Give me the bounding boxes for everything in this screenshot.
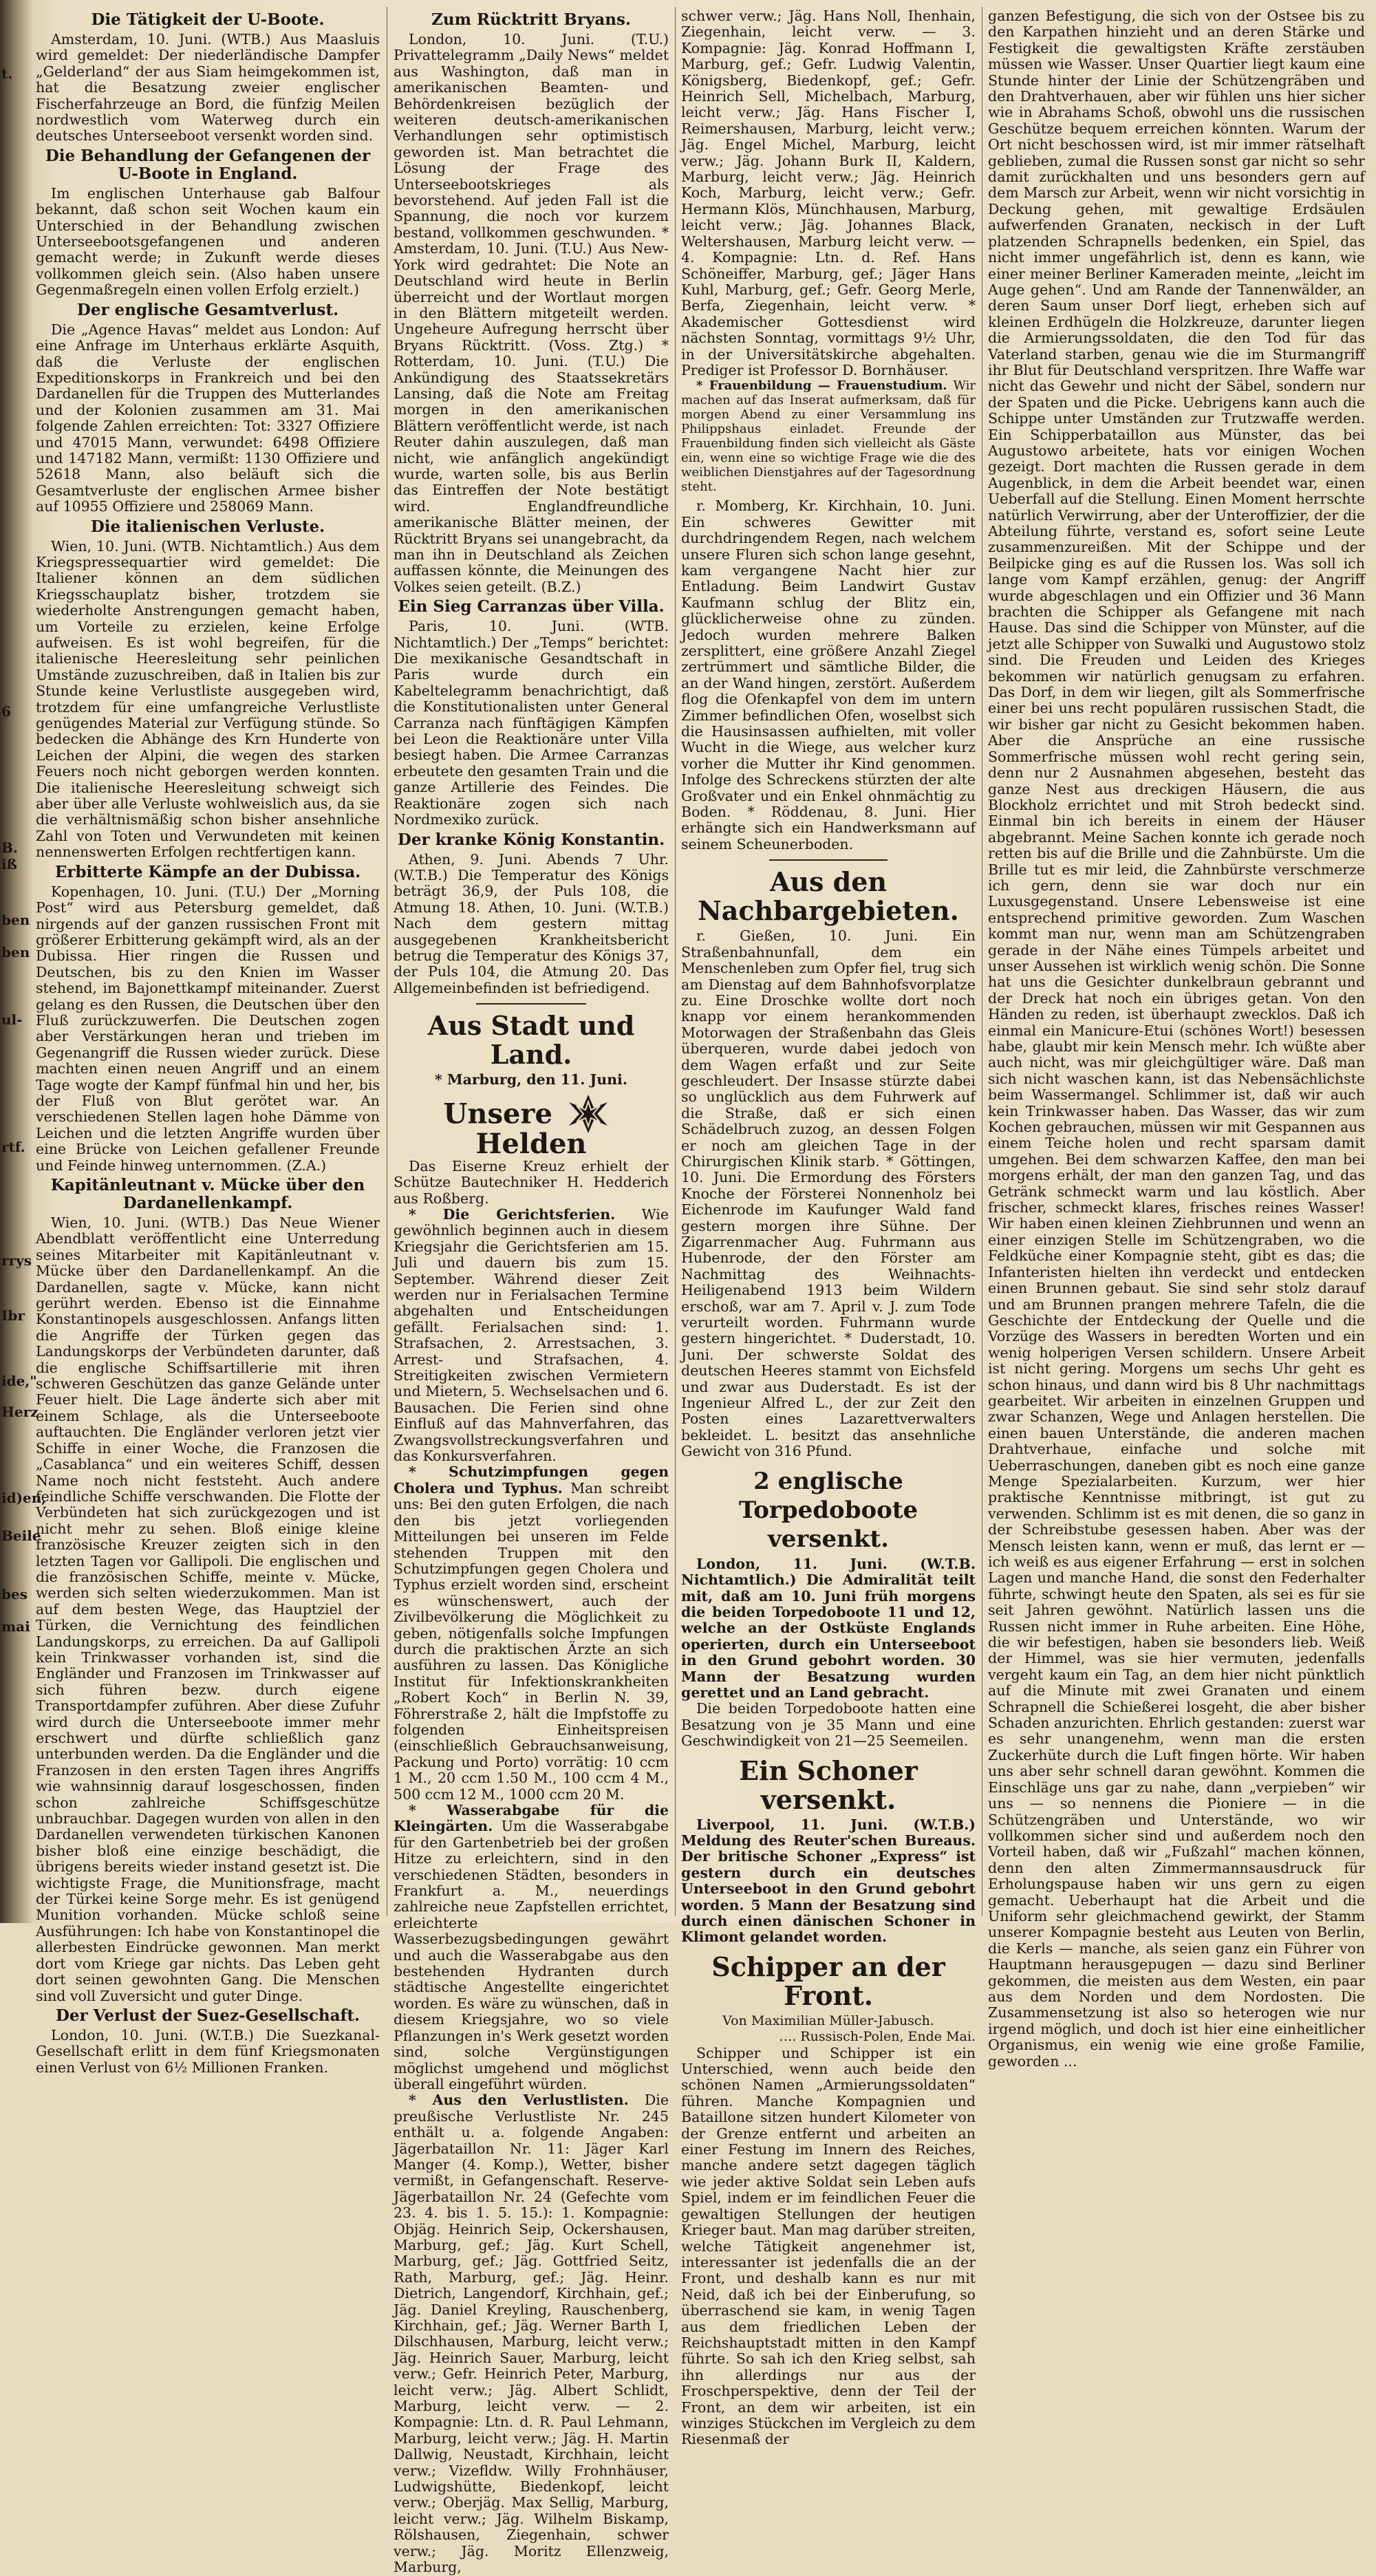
column-rule	[675, 7, 676, 1916]
lead-verlustlisten: * Aus den Verlustlisten.	[409, 2092, 629, 2109]
gutter-fragment: t.	[1, 65, 13, 82]
article-wasserabgabe	[394, 1803, 669, 2092]
text-gerichtsferien: Wie gewöhnlich beginnen auch in diesem Kriegsjahr die Gerichtsferien am 15. Juli und dauern bis zum 15. September. Während dieser Zeit werden nur in Ferialsachen Termine abgehalten und Entscheidungen gefällt. Ferialsachen sind: 1. Strafsachen, 2. Arrestsachen, 3. Arrest- und Strafsachen, 4. Streitigkeiten zwischen Vermietern und Mietern, 5. Wechselsachen und 6. Bausachen. Die Ferien sind ohne Einfluß auf das Mahnverfahren, das Zwangsvollstreckungsverfahren und das Konkursverfahren.	[394, 1205, 669, 1465]
byline-schipper: Von Maximilian Müller-Jabusch.	[722, 2012, 934, 2028]
column-2	[394, 8, 669, 2576]
lead-schutzimpfungen: * Schutzimpfungen gegen Cholera und Typhus.	[394, 1463, 669, 1496]
headline-suez: Der Verlust der Suez-Gesellschaft.	[55, 2006, 361, 2025]
gutter-fragment: rrys	[1, 1252, 32, 1269]
headline-dubissa: Erbitterte Kämpfe an der Dubissa.	[54, 862, 361, 881]
headline-carranza: Ein Sieg Carranzas über Villa.	[398, 597, 665, 616]
heroes-title	[394, 1093, 669, 1160]
lead-frauenbildung: * Frauenbildung — Frauenstudium.	[696, 378, 947, 394]
text-schutzimpfungen: Man schreibt uns: Bei den guten Erfolgen, die nach den bis jetzt vorliegenden Mitteilungen bei unseren im Felde stehenden Truppen mit den Schutzimpfungen gegen Cholera und Typhus erzielt worden sind, erscheint es wünschenswert, auch der Zivilbevölkerung die Möglichkeit zu geben, nötigenfalls solche Impfungen durch die praktischen Ärzte an sich ausführen zu lassen. Das Königliche Institut für Infektionskrankheiten „Robert Koch“ in Berlin N. 39, Föhrerstraße 2, hält die Impfstoffe zu folgenden Einheitspreisen (einschließlich Gebrauchsanweisung, Packung und Porto) vorrätig: 10 ccm 1 M., 20 ccm 1.50 M., 100 ccm 4 M., 500 ccm 12 M., 1000 ccm 20 M.	[394, 1479, 669, 1803]
headline-schipper: Schipper an der Front.	[711, 1951, 945, 2011]
gutter-fragment: Herz	[1, 1404, 39, 1420]
text-frauenbildung: Wir machen auf das Inserat aufmerksam, daß für morgen Abend zu einer Versammlung ins Philippshaus einladet. Freunde der Frauenbildung finden sich vielleicht als Gäste ein, wenn eine so wichtige Frage wie die des weiblichen Dienstjahres auf der Tagesordnung steht.	[681, 378, 976, 495]
gutter-fragment: id)en,	[1, 1490, 47, 1506]
headline-italienische-verluste: Die italienischen Verluste.	[90, 517, 325, 536]
article-momberg: r. Momberg, Kr. Kirchhain, 10. Juni. Ein schweres Gewitter mit durchdringendem Regen, nach welchem unsere Fluren sich schon lange gesehnt, kam vergangene Nacht hier zur Entladung. Beim Landwirt Gustav Kaufmann schlug der Blitz ein, glücklicherweise ohne zu zünden. Jedoch wurden mehrere Balken zersplittert, eine größere Anzahl Ziegel zertrümmert und sämtliche Bilder, die an der Wand hingen, zerstört. Außerdem flog die Ofenkapfel von dem im untern Zimmer befindlichen Ofen, woselbst sich die Hausinsassen aufhielten, mit voller Wucht in die Wiege, aus welcher kurz vorher die Mutter ihr Kind genommen. Infolge des Schreckens stürzten der alte Großvater und ein Enkel ohnmächtig zu Boden. * Röddenau, 8. Juni. Hier erhängte sich ein Handwerksmann auf seinem Scheunerboden.	[681, 497, 976, 852]
binding-gutter	[0, 0, 47, 1923]
column-4	[988, 8, 1365, 2070]
article-dubissa: Kopenhagen, 10. Juni. (T.U.) Der „Morning Post“ wird aus Petersburg gemeldet, daß nirgends auf der ganzen russischen Front mit größerer Erbitterung gekämpft wird, als an der Dubissa. Hier ringen die Russen und Deutschen, bis zu den Knien im Wasser stehend, im Bajonettkampf miteinander. Zuerst gelang es den Russen, die Deutschen über den Fluß zurückzuwerfen. Die Deutschen zogen aber Verstärkungen heran und trieben im Gegenangriff die Russen wieder zurück. Diese machten einen neuen Angriff und an einem Tage wogte der Kampf fünfmal hin und her, bis der Fluß von Blut gerötet war. An verschiedenen Stellen lagen hohe Dämme von Leichen und die letzten Angriffe wurden über eine Brücke von Leichen gefallener Freunde und Feinde hinweg unternommen. (Z.A.)	[36, 883, 380, 1174]
section-title-stadt-land: Aus Stadt und Land.	[427, 1010, 635, 1071]
article-bryan: London, 10. Juni. (T.U.) Privattelegramm „Daily News“ meldet aus Washington, daß man in amerikanischen Beamten- und Behördenkreisen bezüglich der weiteren deutsch-amerikanischen Verhandlungen sehr optimistisch geworden ist. Man betrachtet die Lösung der Frage des Unterseebootskrieges als bevorstehend. Auf jeden Fall ist die Spannung, die noch vor kurzem bestand, vollkommen geschwunden. * Amsterdam, 10. Juni. (T.U.) Aus New-York wird gedrahtet: Die Note an Deutschland wird heute in Berlin überreicht und der Wortlaut morgen in den Blättern mitgeteilt werden. Ungeheure Aufregung herrscht über Bryans Rücktritt. (Voss. Ztg.) * Rotterdam, 10. Juni. (T.U.) Die Ankündigung des Staatssekretärs Lansing, daß die Note am Freitag morgen in den amerikanischen Blättern veröffentlicht werde, ist nach Reuter dahin auszulegen, daß man nicht, wie anfänglich angekündigt wurde, warten solle, bis aus Berlin das Eintreffen der Note bestätigt wird. Englandfreundliche amerikanische Blätter meinen, der Rücktritt Bryans sei unangebracht, da man ihn in Deutschland als Zeichen auffassen könnte, die Meinungen des Volkes seien geteilt. (B.Z.)	[394, 31, 669, 595]
headline-gefangene: Die Behandlung der Gefangenen der U-Boote in England.	[45, 146, 371, 183]
article-schutzimpfungen	[394, 1464, 669, 1803]
gutter-fragment: iß	[1, 856, 17, 872]
column-1	[36, 8, 380, 2076]
headline-schoner: Ein Schoner versenkt.	[739, 1754, 918, 1815]
article-schoner: Liverpool, 11. Juni. (W.T.B.) Meldung des Reuter'schen Bureaus. Der britische Schoner „Express“ ist gestern durch ein deutsches Unterseeboot in den Grund gebohrt worden. 5 Mann der Besatzung sind durch einen dänischen Schoner in Klimont gelandet worden.	[681, 1816, 976, 1946]
article-frauenbildung	[681, 378, 976, 494]
article-konstantin: Athen, 9. Juni. Abends 7 Uhr. (W.T.B.) Die Temperatur des Königs beträgt 36,9, der Puls 108, die Atmung 18. Athen, 10. Juni. (W.T.B.) Nach dem gestern mittag ausgegebenen Krankheitsbericht betrug die Temperatur des Königs 37, der Puls 104, die Atmung 20. Das Allgemeinbefinden ist befriedigend.	[394, 850, 669, 996]
text-wasserabgabe: Um die Wasserabgabe für den Gartenbetrieb bei der großen Hitze zu erleichtern, sind in den verschiedenen Städten, besonders in Frankfurt a. M., neuerdings zahlreiche neue Zapfstellen errichtet, erleichterte Wasserbezugsbedingungen gewährt und auch die Wasserabgabe aus den bestehenden Hydranten durch städtische Angestellte eingerichtet worden. Es wäre zu wünschen, daß in diesem Kriegsjahre, wo so viele Pflanzungen in's Werk gesetzt worden sind, solche Vergünstigungen möglichst umgehend und möglichst überall eingeführt würden.	[394, 1818, 669, 2092]
headline-bryan: Zum Rücktritt Bryans.	[431, 10, 631, 29]
section-divider	[769, 859, 887, 861]
gutter-fragment: ben	[1, 944, 30, 960]
article-carranza: Paris, 10. Juni. (WTB. Nichtamtlich.) Der „Temps“ berichtet: Die mexikanische Gesandtschaft in Paris wurde durch ein Kabeltelegramm benachrichtigt, daß die Konstitutionalisten unter General Carranza nach fünftägigen Kämpfen bei Leon die Reaktionäre unter Villa besiegt haben. Die Armee Carranzas erbeutete den gesamten Train und die ganze Artillerie des Feindes. Die Reaktionäre zogen sich nach Nordmexiko zurück.	[394, 618, 669, 828]
gutter-fragment: ul-	[1, 1011, 23, 1028]
article-torpedoboote-2: Die beiden Torpedoboote hatten eine Besatzung von je 35 Mann und eine Geschwindigkeit von 21—25 Seemeilen.	[681, 1700, 976, 1750]
article-torpedoboote: London, 11. Juni. (W.T.B. Nichtamtlich.) Die Admiralität teilt mit, daß am 10. Juni früh morgens die beiden Torpedoboote 11 und 12, welche an der Ostküste Englands operierten, durch ein Unterseeboot in den Grund gebohrt worden. 30 Mann der Besatzung wurden gerettet und an Land gebracht.	[681, 1555, 976, 1701]
gutter-fragment: Beile	[1, 1527, 41, 1544]
headline-konstantin: Der kranke König Konstantin.	[397, 830, 665, 849]
gutter-fragment: 6	[1, 703, 11, 720]
text-verlustlisten: Die preußische Verlustliste Nr. 245 enthält u. a. folgende Angaben: Jägerbataillon Nr. 11: Jäger Karl Manger (4. Komp.), Wetter, bisher vermißt, in Gefangenschaft. Reserve-Jägerbataillon Nr. 24 (Gefechte vom 23. 4. bis 1. 5. 15.): 1. Kompagnie: Objäg. Heinrich Seip, Ockershausen, Marburg, gef.; Jäg. Kurt Schell, Marburg, gef.; Jäg. Gottfried Seitz, Rath, Marburg, gef.; Jäg. Heinr. Dietrich, Langendorf, Kirchhain, gef.; Jäg. Daniel Kreyling, Rauschenberg, Kirchhain, gef.; Jäg. Werner Barth I, Dilschhausen, Marburg, leicht verw.; Jäg. Heinrich Sauer, Marburg, leicht verw.; Gefr. Heinrich Peter, Marburg, leicht verw.; Jäg. Albert Schlidt, Marburg, leicht verw. — 2. Kompagnie: Ltn. d. R. Paul Lehmann, Marburg, leicht verw.; Jäg. H. Martin Dallwig, Neustadt, Kirchhain, leicht verw.; Vizefldw. Willy Frohnhäuser, Ludwigshütte, Biedenkopf, leicht verw.; Oberjäg. Max Sellig, Marburg, leicht verw.; Jäg. Wilhelm Biskamp, Rölshausen, Ziegenhain, schwer verw.; Jäg. Moritz Ellenzweig, Marburg,	[394, 2092, 669, 2576]
column-3	[681, 8, 976, 2448]
dateline-marburg: * Marburg, den 11. Juni.	[435, 1071, 627, 1088]
gutter-fragment: mai	[1, 1618, 30, 1635]
headline-uboote: Die Tätigkeit der U-Boote.	[91, 10, 325, 29]
article-uboote: Amsterdam, 10. Juni. (WTB.) Aus Maasluis wird gemeldet: Der niederländische Dampfer „Gelderland“ der aus Siam heimgekommen ist, hat die Besatzung zweier englischer Fischerfahrzeuge an Bord, die fünfzig Meilen nordwestlich vom Waterweg durch ein deutsches Unterseeboot versenkt worden sind.	[36, 31, 380, 144]
gutter-fragment: bes	[1, 1586, 28, 1602]
article-schipper-cont: ganzen Befestigung, die sich von der Ostsee bis zu den Karpathen hinzieht und an deren Stärke und Festigkeit die gewaltigsten Kräfte zerstäuben müssen wie Wasser. Unser Quartier liegt kaum eine Stunde hinter der Linie der Schützengräben und den Drahtverhauen, aber wir fühlen uns hier sicher wie in Abrahams Schoß, obwohl uns die russischen Geschütze bequem erreichen könnten. Warum der Ort nicht beschossen wird, ist mir immer rätselhaft geblieben, zumal die Russen sonst gar nicht so sehr damit zurückhalten und uns besonders gern auf dem Marsch zur Arbeit, wenn wir nicht vorsichtig in Deckung gehen, mit gewaltige Erdsäulen aufwerfenden Granaten, neckisch in der Luft platzenden Schrapnells bedenken, ein Spiel, das nicht immer ungefährlich ist, denn es kann, wie einer meiner Berliner Kameraden meinte, „leicht im Auge gehen“. Und am Rande der Tannenwälder, an deren Saum unser Dorf liegt, erheben sich auf kleinen Erdhügeln die Holzkreuze, darunter liegen die Armierungssoldaten, die den Tod für das Vaterland starben, genau wie die im Sturmangriff ihr Blut für Deutschland verspritzen. Ihre Waffe war nicht das Gewehr und nicht der Säbel, sondern nur der Spaten und die Picke. Uebrigens kann auch die Schippe unter Umständen zur Trutzwaffe werden. Ein Schipperbataillon aus Münster, das bei Augustowo arbeitete, hats vor einigen Wochen gezeigt. Dort machten die Russen gerade in dem Augenblick, in dem die Arbeit beendet war, einen Ueberfall auf die Stellung. Einen Moment herrschte natürlich Verwirrung, aber der Unteroffizier, der die Abteilung führte, verstand es, sofort seine Leute zusammenzureißen. Mit der Schippe und der Beilpicke ging es auf die Russen los. Was soll ich lange vom Kampf erzählen, genug: der Angriff wurde abgeschlagen und ein Offizier und 36 Mann brachten die Schipper als Gefangene mit nach Hause. Das sind die Schipper von Münster, auf die jetzt alle Schipper von Suwalki und Augustowo stolz sind. Die Freuden und Leiden des Krieges bekommen wir natürlich genugsam zu erfahren. Das Dorf, in dem wir liegen, gilt als Sommerfrische einer bei uns recht populären russischen Stadt, die wir bisher gar nicht zu Gesicht bekommen haben. Aber die Ansprüche an eine russische Sommerfrische müssen wohl recht gering sein, denn nur 2 Ausnahmen abgesehen, besteht das ganze Nest aus dreckigen Häusern, die aus Blockholz errichtet und mit Stroh bedeckt sind. Einmal bin ich bereits in einem der Häuser abgebrannt. Meine Sachen konnte ich gerade noch retten bis auf die Brille und die Zahnbürste. Um die Brille tut es mir leid, die Zahnbürste verschmerze ich gern, denn sie war doch nur ein Luxusgegenstand. Unsere Lebensweise ist eine entsprechend primitive geworden. Zum Waschen kommt man nur, wenn man am Schützengraben gerade in der Nähe eines Tümpels arbeitet und unser Aussehen ist wirklich wenig schön. Die Sonne hat uns die Gesichter dunkelbraun gebrannt und der Dreck hat noch ein übriges getan. Von den Händen zu reden, ist überhaupt zwecklos. Daß ich einmal ein Manicure-Etui (schönes Wort!) besessen habe, glaubt mir kein Mensch mehr. Ich wüßte aber auch nicht, was mir gleichgültiger wäre. Daß man sich nicht waschen kann, ist das Nebensächlichste beim Wassermangel. Schlimmer ist, daß wir auch kein Trinkwasser haben. Das Wasser, das wir zum Kochen gebrauchen, müssen wir mit Gespannen aus einem Teiche holen und recht sparsam damit umgehen. Bei dem schwarzen Kaffee, den man bei morgens erhält, der man den ganzen Tag, und das Getränk schmeckt warm und lau köstlich. Aber frischer, schmeckt klares, frisches reines Wasser! Wir haben einen kleinen Ziehbrunnen und wenn an einer einzigen Stelle im Schützengraben, wo die Feldküche einer Kompagnie steht, gibt es das; die Infanteristen hielten ihn verdeckt und entdecken einen Brunnen gebaut. Sie sind sehr stolz darauf und am Brunnen prangen mehrere Tafeln, die die Geschichte der Entdeckung der Quelle und die Vorzüge des Wassers in beredten Worten und ein wenig holperigen Versen schildern. Unsere Arbeit ist nicht gering. Morgens um sechs Uhr geht es schon hinaus, und dann wird bis 8 Uhr nachmittags gearbeitet. Wir arbeiten in einzelnen Gruppen und zwar Schanzen, Wege und Anlagen herstellen. Die einen bauen Unterstände, die anderen machen Drahtverhaue, einfache und solche mit Ueberraschungen, daneben gibt es noch eine ganze Menge Spezialarbeiten. Kurzum, wer hier praktische Kenntnisse mitbringt, ist gut zu verwenden. Schlimm ist es mit denen, die so ganz in der Schreibstube gesessen haben. Aber was der Mensch leisten kann, wenn er muß, das lernt er — ich weiß es aus eigener Erfahrung — erst in solchen Lagen und manche Hand, die sonst den Federhalter führte, schwingt heute den Spaten, als sei es für sie seit Jahren gewöhnt. Natürlich lassen uns die Russen nicht immer in Ruhe arbeiten. Eine Höhe, die wir befestigen, haben sie besonders lieb. Weiß der Himmel, was sie hier vermuten, jedenfalls vergeht kaum ein Tag, an dem hier nicht pünktlich auf die Minute mit zwei Granaten und einem Schrapnell die Schießerei losgeht, die aber bisher Schaden anzurichten. Ehrlich gestanden: zuerst war es sehr unangenehm, wenn man die ersten Zuckerhüte durch die Luft fingen hörte. Wir haben uns aber sehr schnell daran gewöhnt. Kommen die Einschläge uns gar zu nahe, dann „verpieben“ wir uns — so nennens die Pioniere — in die Schützengräben und Unterstände, wo wir vollkommen sicher sind und außerdem noch den Vorteil haben, daß wir „Fußzahl“ machen können, denn den alten Zimmermannsausdruck für Erholungspause haben wir uns gern zu eigen gemacht. Ueberhaupt hat die Arbeit und die Uniform sehr gleichmachend gewirkt, der Stamm unserer Kompagnie besteht aus Leuten von Berlin, die Kerls — manche, als seien ganz ein Führer von Hauptmann herausgepugen — dazu sind Berliner gekommen, die meisten aus dem Westen, ein paar aus dem Norden und dem Nordosten. Die Zusammensetzung ist also so heterogen wie nur irgend möglich, und doch ist hier eine einheitlicher Organismus, ein wenig wie eine große Familie, geworden ...	[988, 8, 1365, 2070]
article-nachbargebiete: r. Gießen, 10. Juni. Ein Straßenbahnunfall, dem ein Menschenleben zum Opfer fiel, trug sich am Dienstag auf dem Bahnhofsvorplatze zu. Eine Droschke wollte dort noch knapp vor einem herankommenden Motorwagen der Straßenbahn das Gleis überqueren, wurde dabei jedoch von dem Wagen erfaßt und zur Seite geschleudert. Der Insasse stürzte dabei so unglücklich aus dem Fuhrwerk auf die Straße, daß er sich einen Schädelbruch zuzog, an dessen Folgen er noch am gleichen Tage in der Chirurgischen Klinik starb. * Göttingen, 10. Juni. Die Ermordung des Försters Knoche der Försterei Nonnenholz bei Eichenrode im Kaufunger Wald fand gestern morgen ihre Sühne. Der Zigarrenmacher Aug. Fuhrmann aus Hubenrode, der den Förster am Nachmittag des Weihnachts-Heiligenabend 1913 beim Wildern erschoß, war am 7. April v. J. zum Tode verurteilt worden. Fuhrmann wurde gestern hingerichtet. * Duderstadt, 10. Juni. Der schwerste Soldat des deutschen Heeres stammt von Eichsfeld und zwar aus Duderstadt. Es ist der Ingenieur Alfred L., der zur Zeit den Posten eines Lazarettverwalters bekleidet. L. besitzt das ansehnliche Gewicht von 316 Pfund.	[681, 927, 976, 1460]
article-schipper: Schipper und Schipper ist ein Unterschied, wenn auch beide den schönen Namen „Armierungssoldaten“ führen. Manche Kompagnien und Bataillone sitzen hundert Kilometer von der Grenze entfernt und arbeiten an einer Festung im Innern des Reiches, manche andere setzt dagegen täglich wie jeder aktive Soldat sein Leben aufs Spiel, indem er im feindlichen Feuer die gewaltigen Stellungen der heutigen Krieger baut. Man mag darüber streiten, welche Tätigkeit angenehmer ist, interessanter ist jedenfalls die an der Front, und deshalb kann es nur mit Neid, daß ich bei der Einberufung, so überraschend sie kam, in wenig Tagen aus dem friedlichen Leben der Reichshauptstadt mitten in den Kampf führte. So sah ich den Krieg selbst, sah ihn allerdings nur aus der Froschperspektive, denn der Teil der Front, an dem wir arbeiten, ist ein winziges Stückchen im Vergleich zu dem Riesenmaß der	[681, 2044, 976, 2448]
gutter-fragment: ben	[1, 912, 30, 928]
lead-gerichtsferien: * Die Gerichtsferien.	[409, 1205, 616, 1223]
article-gefangene: Im englischen Unterhause gab Balfour bekannt, daß schon seit Wochen kaum ein Unterschied in der Behandlung zwischen Unterseebootsgefangenen und anderen gemacht werde; in Zukunft werde dieses vollkommen gleich sein. (Also haben unsere Gegenmaßregeln einen vollen Erfolg erzielt.)	[36, 184, 380, 299]
article-muecke: Wien, 10. Juni. (WTB.) Das Neue Wiener Abendblatt veröffentlicht eine Unterredung seines Mitarbeiter mit Kapitänleutnant v. Mücke über den Dardanellenkampf. An die Dardanellen, sagte v. Mücke, kann nicht gerührt werden. Ebenso ist die Einnahme Konstantinopels ausgeschlossen. Anfangs litten die Angriffe der Türken gegen das Landungskorps der Verbündeten darunter, daß die englische Schiffsartillerie mit ihren schweren Geschützen das ganze Gelände unter Feuer hielt. Die Lage änderte sich aber mit einem Schlage, als die Unterseeboote auftauchten. Die Engländer verloren jetzt vier Schiffe in einer Woche, die Franzosen die „Casablanca“ und ein weiteres Schiff, dessen Name noch nicht feststeht. Auch andere feindliche Schiffe verschwanden. Die Flotte der Verbündeten hat sich zurückgezogen und ist nicht mehr zu sehen. Bloß einige kleine französische Kreuzer zeigten sich in den letzten Tagen vor Gallipoli. Die englischen und die französischen Schiffe, meinte v. Mücke, werden sich selten wiederzukommen. Man ist auf dem besten Wege, das Hauptziel der Türken, die Vernichtung des feindlichen Landungskorps, zu erreichen. Da auf Gallipoli kein Trinkwasser vorhanden ist, sind die Engländer und Franzosen im Trinkwasser auf sich führen bezw. durch eigene Transportdampfer zuführen. Aber diese Zufuhr wird durch die Unterseeboote immer mehr erschwert und dürfte schließlich ganz unterbunden werden. Da die Engländer und die Franzosen in den ersten Tagen ihres Angriffs wie wahnsinnig darauf losgeschossen, finden schon zahlreiche Schiffsgeschütze unbrauchbar. Dagegen wurden von allen in den Dardanellen verwendeten türkischen Kanonen bisher bloß eine einzige beschädigt, die übrigens bereits wieder instand gesetzt ist. Die wichtigste Frage, die Munitionsfrage, macht der Türkei keine Sorge mehr. Es ist genügend Munition vorhanden. Mücke schloß seine Ausführungen: Ich habe von Konstantinopel die allerbesten Eindrücke gewonnen. Man merkt dort vom Kriege gar nichts. Das Leben geht dort seinen gewohnten Gang. Die Menschen sind voll Zuversicht und guter Dinge.	[36, 1214, 380, 2004]
place-schipper: …. Russisch-Polen, Ende Mai.	[779, 2029, 976, 2045]
article-italienische-verluste: Wien, 10. Juni. (WTB. Nichtamtlich.) Aus dem Kriegspressequartier wird gemeldet: Die Italiener können an dem südlichen Kriegsschauplatz bisher, trotzdem sie wiederholte Anstrengungen gemacht haben, um Vorteile zu erzielen, keine Erfolge aufweisen. Es ist wohl begreifen, für die italienische Heeresleitung sehr peinlichen Umstände zuzuschreiben, daß in Italien bis zur Stunde keine Verlustliste ausgegeben wird, trotzdem für eine umfangreiche Verlustliste genügendes Material zur Verfügung stünde. So bedecken die Abhänge des Krn Hunderte von Leichen der Alpini, die wegen des starken Feuers noch nicht geborgen werden konnten. Die italienische Heeresleitung schweigt sich aber über alle Verluste wohlweislich aus, da sie die verhältnismäßig schon bisher ansehnliche Zahl von Toten und Verwundeten mit keinen nennenswerten Erfolgen rechtfertigen kann.	[36, 537, 380, 861]
heroes-title-right: Helden	[475, 1127, 587, 1160]
headline-muecke: Kapitänleutnant v. Mücke über den Dardanellenkampf.	[50, 1176, 365, 1212]
section-divider	[476, 1003, 586, 1005]
headline-torpedoboote: 2 englische Torpedoboote versenkt.	[738, 1467, 918, 1553]
gutter-fragment: B.	[1, 839, 18, 856]
gutter-fragment: rtf.	[1, 1139, 25, 1155]
article-gesamtverlust: Die „Agence Havas“ meldet aus London: Auf eine Anfrage im Unterhaus erklärte Asquith, daß die Verluste der englischen Expeditionskorps in Frankreich und bei den Dardanellen für die Truppen des Mutterlandes und der Kolonien zusammen am 31. Mai folgende Zahlen erreichten: Tot: 3327 Offiziere und 47015 Mann, verwundet: 6498 Offiziere und 147182 Mann, vermißt: 1130 Offiziere und 52618 Mann, also beläuft sich die Gesamtverluste der englischen Armee bisher auf 10955 Offiziere und 258069 Mann.	[36, 321, 380, 515]
article-verlustlisten-cont: schwer verw.; Jäg. Hans Noll, Ihenhain, Ziegenhain, leicht verw. — 3. Kompagnie: Jäg. Konrad Hoffmann I, Marburg, gef.; Gefr. Ludwig Valentin, Königsberg, Biedenkopf, gef.; Gefr. Heinrich Sell, Michelbach, Marburg, leicht verw.; Jäg. Hans Fischer I, Reimershausen, Marburg, leicht verw.; Jäg. Engel Michel, Marburg, leicht verw.; Jäg. Johann Burk II, Kaldern, Marburg, leicht verw.; Jäg. Heinrich Koch, Marburg, leicht verw.; Gefr. Hermann Klös, Münchhausen, Marburg, leicht verw.; Jäg. Johannes Black, Weltershausen, Marburg leicht verw. — 4. Kompagnie: Ltn. d. Ref. Hans Schöneiffer, Marburg, gef.; Jäger Hans Kuhl, Marburg, gef.; Gefr. Georg Merle, Berfa, Ziegenhain, leicht verw. * Akademischer Gottesdienst wird nächsten Sonntag, vormittags 9½ Uhr, in der Universitätskirche abgehalten. Prediger ist Professor D. Bornhäuser.	[681, 8, 976, 378]
gutter-fragment: ide,"	[1, 1373, 37, 1389]
article-gerichtsferien	[394, 1207, 669, 1465]
article-heroes: Das Eiserne Kreuz erhielt der Schütze Bautechniker H. Hedderich aus Roßberg.	[394, 1157, 669, 1207]
article-suez: London, 10. Juni. (W.T.B.) Die Suezkanal-Gesellschaft erlitt in dem fünf Kriegsmonaten einen Verlust von 6½ Millionen Franken.	[36, 2026, 380, 2076]
headline-gesamtverlust: Der englische Gesamtverlust.	[76, 300, 339, 319]
section-title-nachbargebiete: Aus den Nachbargebieten.	[698, 866, 959, 927]
heroes-title-left: Unsere	[443, 1097, 552, 1130]
lead-wasserabgabe: * Wasserabgabe für die Kleingärten.	[394, 1802, 669, 1835]
article-verlustlisten	[394, 2092, 669, 2575]
gutter-fragment: Ibr	[1, 1307, 25, 1324]
